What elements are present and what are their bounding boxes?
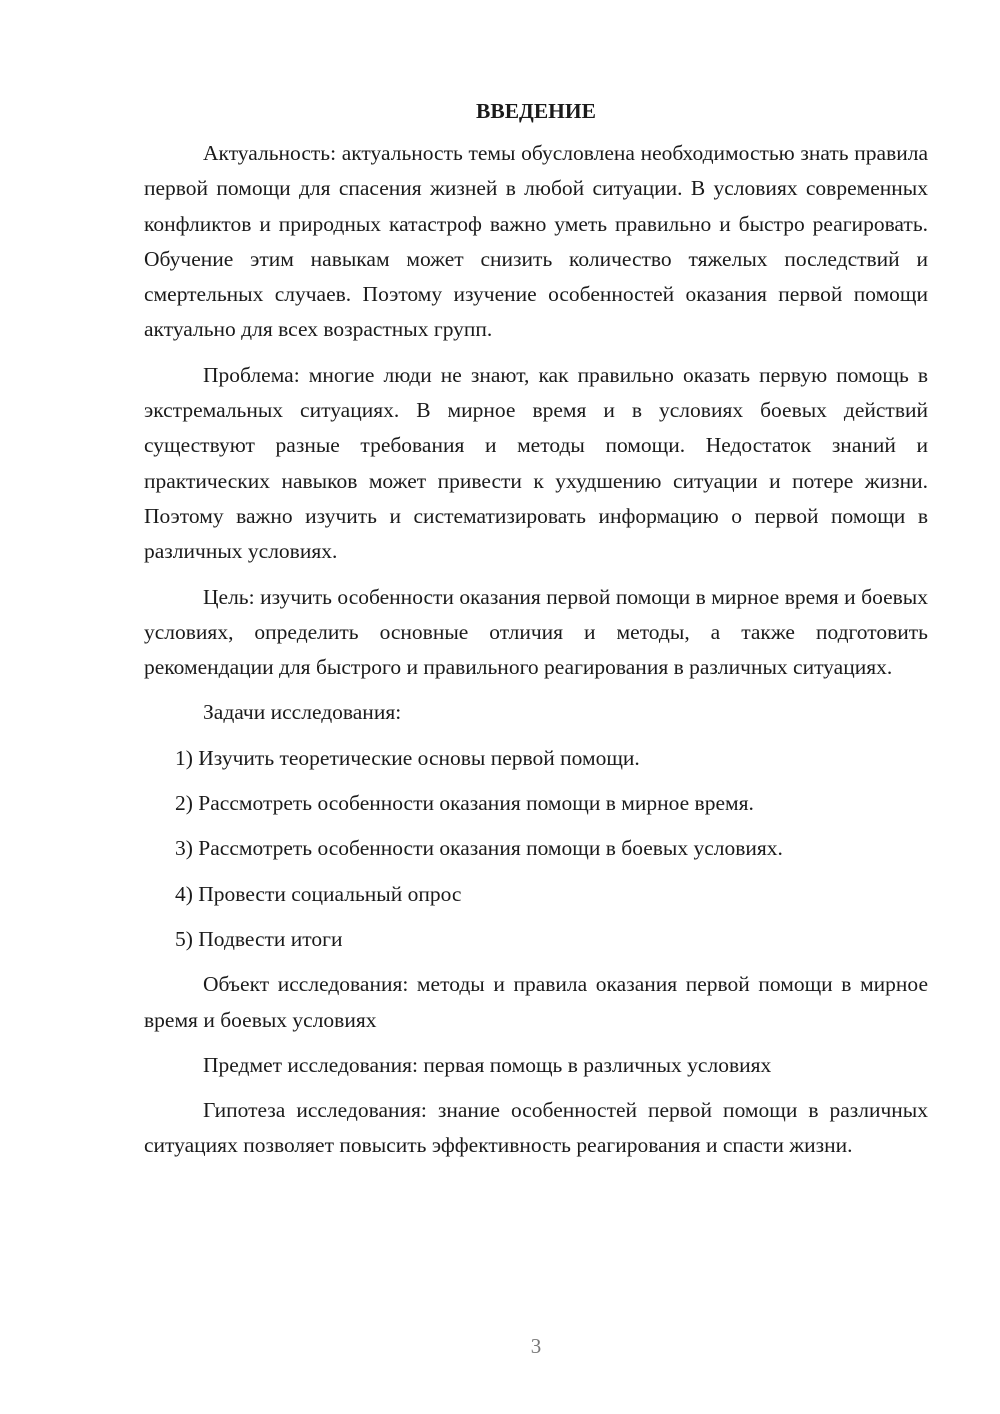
list-item: 5) Подвести итоги xyxy=(175,926,343,951)
list-item: 3) Рассмотреть особенности оказания помощи в боевых условиях. xyxy=(175,836,783,861)
section-title: ВВЕДЕНИЕ xyxy=(476,99,596,123)
paragraph-goal: Цель: изучить особенности оказания первой помощи в мирное время и боевых условиях, определить основные отличия и методы, а также подготовить рекомендации для быстрого и правильного реагирования в различных ситуациях. xyxy=(144,584,928,680)
document-page xyxy=(144,96,928,1174)
paragraph-subject: Предмет исследования: первая помощь в различных условиях xyxy=(203,1052,772,1077)
page-number: 3 xyxy=(530,1334,542,1358)
tasks-list xyxy=(144,741,928,957)
list-item: 1) Изучить теоретические основы первой помощи. xyxy=(175,745,640,770)
paragraph-hypothesis: Гипотеза исследования: знание особенностей первой помощи в различных ситуациях позволяет повысить эффективность реагирования и спасти жизни. xyxy=(144,1098,928,1158)
list-item: 2) Рассмотреть особенности оказания помощи в мирное время. xyxy=(175,791,754,816)
paragraph-problem: Проблема: многие люди не знают, как правильно оказать первую помощь в экстремальных ситуациях. В мирное время и в условиях боевых действий существуют разные требования и методы помощи. Недостаток знаний и практических навыков может привести к ухудшению ситуации и потере жизни. Поэтому важно изучить и систематизировать информацию о первой помощи в различных условиях. xyxy=(144,362,928,564)
paragraph-relevance: Актуальность: актуальность темы обусловлена необходимостью знать правила первой помощи для спасения жизней в любой ситуации. В условиях современных конфликтов и природных катастроф важно уметь правильно и быстро реагировать. Обучение этим навыкам может снизить количество тяжелых последствий и смертельных случаев. Поэтому изучение особенностей оказания первой помощи актуально для всех возрастных групп. xyxy=(144,141,928,342)
paragraph-object: Объект исследования: методы и правила оказания первой помощи в мирное время и боевых условиях xyxy=(144,972,928,1032)
tasks-heading: Задачи исследования: xyxy=(203,700,402,725)
list-item: 4) Провести социальный опрос xyxy=(175,881,462,906)
